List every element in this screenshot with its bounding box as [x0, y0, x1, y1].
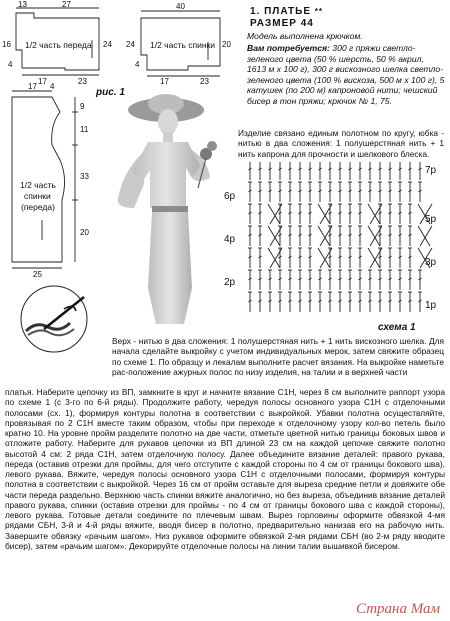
front-dim-bottom-right: 23	[78, 77, 87, 86]
title-number: 1. ПЛАТЬЕ	[250, 6, 312, 17]
skirt-dim-r4: 20	[80, 228, 89, 237]
row-label-1: 1р	[425, 300, 437, 311]
back-dim-left: 24	[126, 40, 135, 49]
crochet-hook-illustration	[4, 283, 104, 355]
row-label-6: 6р	[224, 191, 236, 202]
back-dim-bottom-right: 23	[200, 77, 209, 86]
crochet-scheme	[226, 162, 446, 334]
main-text: платья. Наберите цепочку из ВП, замкните в круг и начните вязание С1Н, через 8 см выполните раппорт узора по схеме 1 (с 3-го по 6-й ряды). Продолжите работу, чередуя полосы основного узора С1Н с отделочными полосами (сх. 1), формируя контуры полотна в соответствии с выкройкой. Убавки полотна осуществляйте, провязывая по 2 С1Н вместе таким образом, чтобы при переходе к отделочному узору кол-во петель было кратно 10. На уровне пройм разделите полотно на две части, отметьте цветной нитью границы боковых швов и отложите работу. Наберите для рукавов цепочки из ВП длиной 23 см на каждой цепочке свяжите полотно высотой 4 см: 2 ряда С1Н, затем отделочную полосу. Далее объедините вязание деталей: правого рукава, переда (оставив отрезки для проймы, для чего отступите с каждой стороны по 4 см от границы бокового шва), левого рукава. Вяжите, чередуя полосы основного узора С1Н с отделочными полосами, формируя контуры полотна в соответствии с выкройкой. Через 16 см от пройм оставьте для выреза средние петли и довяжите обе части переда раздельно. Верхнюю часть спинки вяжите аналогично, но без выреза, объединив вязание деталей правого рукава, спинки (оставив отрезки для проймы - по 4 см от границы бокового шва с каждой стороны), левого рукава. Готовые детали соедините по плечевым швам. Вырез горловины оформите обвязкой 4-мя рядами СБН, 3-й и 4-й ряды вяжите, вводя бисер в полотно, предварительно нанизав его на рабочую нить. Завершите обвязку «рачьим шагом». Низ рукавов оформите обвязкой 2-мя рядами СБН (во 2-м ряду вводите бисер), затем «рачьим шагом». Декорируйте отделочные полосы на линии талии вышивкой бисером.	[5, 387, 445, 551]
front-dim-top-left: 13	[18, 0, 27, 9]
scheme-chain-arc	[318, 248, 330, 268]
row-label-2: 2р	[224, 277, 236, 288]
back-dim-bottom-left: 17	[160, 77, 169, 86]
front-dim-top: 27	[62, 0, 71, 9]
skirt-dim-top-right: 4	[50, 82, 55, 91]
title-stars: **	[314, 7, 324, 16]
watermark: Страна Мам	[356, 601, 441, 617]
front-dim-bottom-left: 17	[38, 77, 47, 86]
intro-text: Изделие связано единым полотном по кругу, юбка - нитью в два сложения: 1 полушерстяная нить + 1 нить капрона для прочности и шелкового блеска.	[238, 128, 444, 159]
scheme-chain-arc	[418, 226, 430, 246]
scheme-chain-arc	[420, 226, 432, 246]
skirt-dim-bottom: 25	[33, 270, 42, 279]
materials-label: Вам потребуется:	[247, 43, 330, 53]
back-dim-right: 20	[222, 40, 231, 49]
subtitle: Модель выполнена крючком.	[247, 31, 363, 41]
scheme-chain-arc	[268, 204, 280, 224]
row-label-3: 3р	[425, 257, 437, 268]
skirt-label-1: 1/2 часть	[20, 180, 56, 190]
front-dim-left-small: 4	[8, 60, 13, 69]
row-label-4: 4р	[224, 234, 236, 245]
front-label: 1/2 часть переда	[25, 40, 92, 50]
materials-text: 300 г пряжи светло-зеленого цвета (50 % шерсть, 50 % акрил, 1613 м х 100 г), 300 г вискозного шелка светло-зеленого цвета (100 % вискоза, 500 м х 100 г), 5 катушек (по 200 м) капроновой нити; чешский бисер в тон пряжи; крючок № 1, 75.	[247, 43, 445, 106]
front-dim-right: 24	[103, 40, 112, 49]
scheme-chain-arc	[368, 226, 380, 246]
figure-label: рис. 1	[96, 87, 125, 98]
back-dim-left-small: 4	[135, 60, 140, 69]
skirt-dim-top: 17	[28, 82, 37, 91]
back-label: 1/2 часть спинки	[150, 40, 216, 50]
back-dim-top: 40	[176, 2, 185, 11]
scheme-chain-arc	[268, 248, 280, 268]
scheme-label: схема 1	[378, 322, 416, 333]
right-text: Верх - нитью в два сложения: 1 полушерстяная нить + 1 нить вискозного шелка. Для начала сделайте выкройку с учетом индивидуальных мерок, затем свяжите образец по схеме 1. По образцу и лекалам выполните расчет вязания. На выкройке наметьте рас-положение ажурных полос по низу изделия, на талии и в верхней части	[112, 336, 444, 377]
skirt-dim-r1: 9	[80, 102, 85, 111]
scheme-chain-arc	[268, 226, 280, 246]
model-photo	[88, 88, 238, 328]
size-line: РАЗМЕР 44	[250, 18, 314, 29]
skirt-label-2: спинки	[24, 191, 51, 201]
skirt-label-3: (переда)	[21, 202, 55, 212]
scheme-chain-arc	[368, 248, 380, 268]
skirt-dim-r2: 11	[80, 125, 89, 134]
row-label-7: 7р	[425, 165, 437, 176]
materials	[247, 43, 445, 107]
scheme-chain-arc	[318, 204, 330, 224]
scheme-chain-arc	[368, 204, 380, 224]
front-dim-left: 16	[2, 40, 11, 49]
scheme-chain-arc	[318, 226, 330, 246]
row-label-5: 5р	[425, 214, 437, 225]
pattern-title	[250, 6, 323, 18]
skirt-dim-r3: 33	[80, 172, 89, 181]
